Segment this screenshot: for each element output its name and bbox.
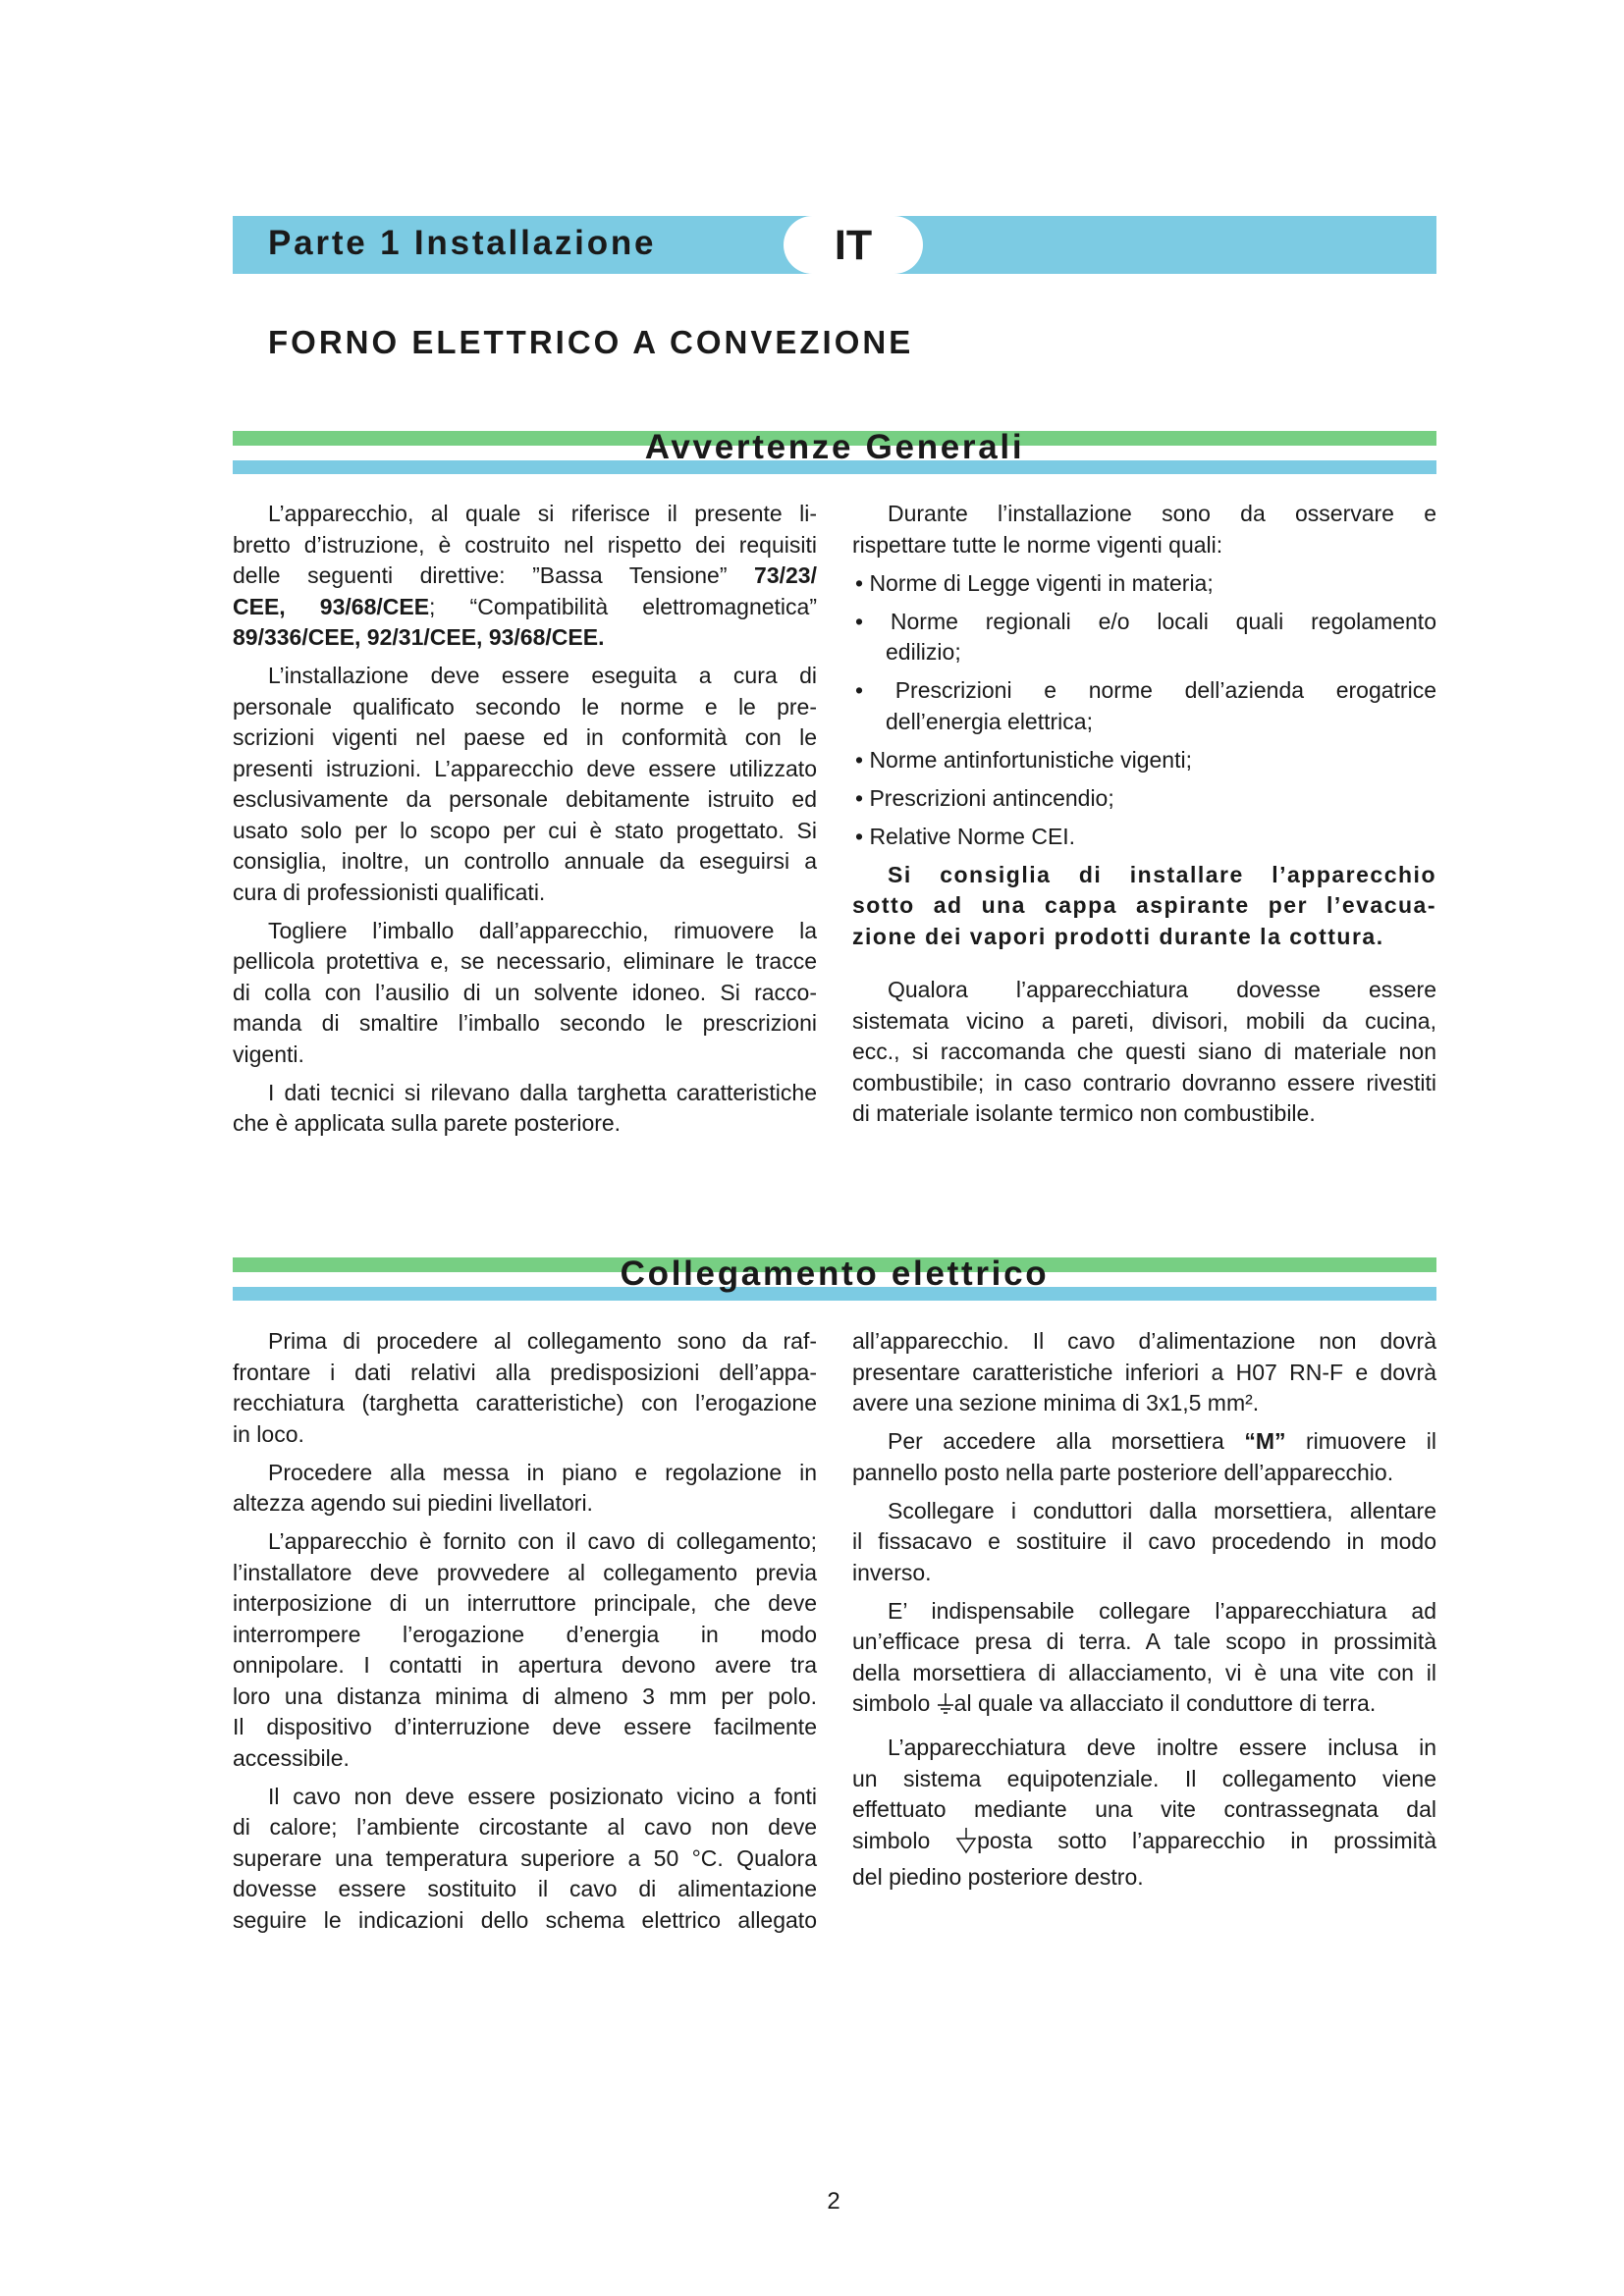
text-segment: che è applicata sulla parete posteriore. xyxy=(233,1110,622,1136)
paragraph xyxy=(233,499,817,654)
text-segment: un’efficace presa di terra. A tale scopo in prossimità xyxy=(852,1629,1436,1654)
text-line xyxy=(852,1764,1436,1795)
text-segment: L’apparecchio è fornito con il cavo di collegamento; xyxy=(268,1528,817,1554)
text-segment: sotto ad una cappa aspirante per l’evacua- xyxy=(852,892,1436,918)
text-segment: seguire le indicazioni dello schema elettrico allegato xyxy=(233,1906,817,1933)
text-line xyxy=(233,916,817,947)
text-segment: altezza agendo sui piedini livellatori. xyxy=(233,1490,593,1516)
document-title: FORNO ELETTRICO A CONVEZIONE xyxy=(268,324,914,360)
text-segment: presenti istruzioni. L’apparecchio deve essere utilizzato xyxy=(233,755,817,781)
text-line xyxy=(233,1743,817,1775)
text-segment: della morsettiera di allacciamento, vi è una vite con il xyxy=(852,1659,1436,1685)
text-segment: in loco. xyxy=(233,1420,304,1447)
text-line xyxy=(233,1488,817,1520)
text-segment: Prima di procedere al collegamento sono da raf- xyxy=(268,1328,817,1354)
text-line xyxy=(852,530,1436,561)
bullet-item xyxy=(852,607,1436,668)
text-line xyxy=(233,816,817,847)
page-number: 2 xyxy=(827,2188,840,2215)
text-line xyxy=(233,1419,817,1451)
text-segment: rimuovere il xyxy=(1285,1428,1436,1454)
text-segment: I dati tecnici si rilevano dalla targhetta caratteristiche xyxy=(268,1079,817,1105)
text-line xyxy=(233,1078,817,1109)
text-line xyxy=(233,1874,817,1905)
bold-text: 89/336/CEE, 92/31/CEE, 93/68/CEE. xyxy=(233,624,605,650)
text-segment: del piedino posteriore destro. xyxy=(852,1864,1144,1890)
equipotential-icon xyxy=(955,1827,977,1863)
text-segment: inverso. xyxy=(852,1559,932,1585)
text-line xyxy=(233,692,817,723)
text-line xyxy=(233,1388,817,1419)
text-line xyxy=(233,1108,817,1140)
text-line xyxy=(852,1068,1436,1099)
bold-text: 73/23/ xyxy=(754,562,817,588)
section-2-right-column xyxy=(852,1326,1436,1894)
text-segment: interrompere l’erogazione d’energia in modo xyxy=(233,1621,817,1647)
text-segment: combustibile; in caso contrario dovranno essere rivestiti xyxy=(852,1069,1436,1095)
paragraph xyxy=(852,1596,1436,1726)
text-line xyxy=(233,1682,817,1713)
text-line xyxy=(233,1526,817,1558)
bold-text: CEE, 93/68/CEE xyxy=(233,593,430,619)
bullet-item xyxy=(852,675,1436,737)
bullet-item xyxy=(852,783,1436,815)
text-line xyxy=(852,1688,1436,1726)
text-line xyxy=(233,1040,817,1071)
text-segment: al quale va allacciato il conduttore di terra. xyxy=(953,1690,1377,1716)
section-heading-band xyxy=(233,428,1436,476)
text-segment: Si consiglia di installare l’apparecchio xyxy=(888,861,1436,887)
text-line xyxy=(852,499,1436,530)
text-segment: Durante l’installazione sono da osservare e xyxy=(888,501,1436,526)
text-line xyxy=(233,1812,817,1843)
paragraph xyxy=(852,1326,1436,1419)
text-segment: rispettare tutte le norme vigenti quali: xyxy=(852,531,1223,558)
text-segment: personale qualificato secondo le norme e le pre- xyxy=(233,693,817,720)
text-line xyxy=(233,1358,817,1389)
text-segment: edilizio; xyxy=(886,639,961,665)
text-segment: posta sotto l’apparecchio in prossimità xyxy=(977,1827,1436,1853)
text-segment: ; “Compatibilità elettromagnetica” xyxy=(429,593,817,619)
text-line xyxy=(233,784,817,816)
paragraph xyxy=(852,1733,1436,1894)
text-segment: simbolo xyxy=(852,1827,956,1853)
text-line xyxy=(852,1862,1436,1894)
text-segment: esclusivamente da personale debitamente istruito ed xyxy=(233,786,817,812)
paragraph xyxy=(233,661,817,908)
text-segment: manda di smaltire l’imballo secondo le prescrizioni xyxy=(233,1010,817,1036)
text-segment: Per accedere alla morsettiera xyxy=(888,1428,1245,1454)
paragraph xyxy=(233,1526,817,1774)
text-line xyxy=(852,1006,1436,1038)
text-line xyxy=(852,1558,1436,1589)
bold-text: “M” xyxy=(1244,1428,1286,1454)
paragraph xyxy=(233,1782,817,1937)
text-segment: Il dispositivo d’interruzione deve essere facilmente xyxy=(233,1714,817,1739)
section-heading-band xyxy=(233,1257,1436,1303)
text-segment: Procedere alla messa in piano e regolazione in xyxy=(268,1459,817,1485)
text-line xyxy=(233,1843,817,1875)
text-line xyxy=(852,1526,1436,1558)
text-segment: usato solo per lo scopo per cui è stato progettato. Si xyxy=(233,817,817,843)
text-line xyxy=(233,722,817,754)
text-line xyxy=(233,978,817,1009)
text-line xyxy=(233,499,817,530)
earth-ground-icon xyxy=(937,1691,954,1726)
part-header-bar xyxy=(233,216,1436,274)
language-tab: IT xyxy=(784,216,923,274)
text-line xyxy=(852,1388,1436,1419)
text-line xyxy=(852,1037,1436,1068)
text-segment: vigenti. xyxy=(233,1041,304,1067)
text-segment: pannello posto nella parte posteriore dell’apparecchio. xyxy=(852,1459,1394,1485)
text-line xyxy=(852,675,1436,707)
paragraph xyxy=(852,1496,1436,1589)
text-line xyxy=(233,561,817,592)
text-segment: scrizioni vigenti nel paese ed in conformità con le xyxy=(233,724,817,750)
text-segment: • Prescrizioni e norme dell’azienda erogatrice xyxy=(855,677,1436,703)
text-line xyxy=(852,1496,1436,1527)
text-segment: sistemata vicino a pareti, divisori, mobili da cucina, xyxy=(852,1007,1436,1034)
text-segment: bretto d’istruzione, è costruito nel rispetto dei requisiti xyxy=(233,531,817,558)
section-heading: Collegamento elettrico xyxy=(620,1255,1050,1293)
text-line xyxy=(852,1794,1436,1826)
text-segment: effettuato mediante una vite contrassegnata dal xyxy=(852,1796,1436,1822)
text-line xyxy=(233,846,817,878)
paragraph xyxy=(233,1458,817,1520)
text-segment: delle seguenti direttive: ”Bassa Tensione” xyxy=(233,562,755,588)
text-line xyxy=(852,975,1436,1006)
text-segment: recchiatura (targhetta caratteristiche) con l’erogazione xyxy=(233,1390,817,1415)
text-line xyxy=(233,661,817,692)
text-line xyxy=(233,1458,817,1489)
text-line xyxy=(852,1596,1436,1628)
paragraph xyxy=(852,499,1436,561)
text-segment: loro una distanza minima di almeno 3 mm per polo. xyxy=(233,1682,817,1709)
text-line xyxy=(233,1712,817,1743)
text-segment: cura di professionisti qualificati. xyxy=(233,879,546,905)
text-segment: Scollegare i conduttori dalla morsettiera, allentare xyxy=(888,1497,1436,1523)
text-line xyxy=(852,890,1436,922)
text-segment: onnipolare. I contatti in apertura devono avere tra xyxy=(233,1652,817,1678)
section-heading: Avvertenze Generali xyxy=(644,428,1025,466)
text-segment: L’apparecchio, al quale si riferisce il presente li- xyxy=(268,501,817,526)
text-segment: avere una sezione minima di 3x1,5 mm². xyxy=(852,1390,1260,1415)
text-line xyxy=(233,1620,817,1651)
text-line xyxy=(233,1650,817,1682)
text-segment: Qualora l’apparecchiatura dovesse essere xyxy=(888,977,1436,1002)
text-line xyxy=(233,878,817,909)
text-line xyxy=(852,637,1436,668)
text-segment: accessibile. xyxy=(233,1744,350,1771)
section-1-right-column xyxy=(852,499,1436,1130)
text-line xyxy=(233,1558,817,1589)
text-line xyxy=(233,622,817,654)
part-title: Parte 1 Installazione xyxy=(268,224,657,262)
text-segment: • Relative Norme CEI. xyxy=(855,823,1076,849)
text-segment: pellicola protettiva e, se necessario, eliminare le tracce xyxy=(233,948,817,974)
text-line xyxy=(233,592,817,623)
text-segment: zione dei vapori prodotti durante la cottura. xyxy=(852,923,1384,949)
text-line xyxy=(852,1733,1436,1764)
text-segment: • Norme antinfortunistiche vigenti; xyxy=(855,746,1192,773)
text-segment: di materiale isolante termico non combustibile. xyxy=(852,1100,1316,1126)
text-line xyxy=(852,745,1436,776)
text-line xyxy=(852,568,1436,600)
text-line xyxy=(233,530,817,561)
text-line xyxy=(852,1426,1436,1458)
paragraph xyxy=(233,916,817,1071)
text-line xyxy=(852,1826,1436,1863)
text-line xyxy=(852,822,1436,853)
section-2-left-column xyxy=(233,1326,817,1936)
note-paragraph xyxy=(852,860,1436,953)
text-segment: il fissacavo e sostituire il cavo procedendo in modo xyxy=(852,1528,1436,1554)
text-segment: Togliere l’imballo dall’apparecchio, rimuovere la xyxy=(268,917,817,943)
text-line xyxy=(233,1326,817,1358)
text-line xyxy=(233,946,817,978)
paragraph xyxy=(852,1426,1436,1488)
paragraph xyxy=(852,975,1436,1130)
text-line xyxy=(233,754,817,785)
text-line xyxy=(852,860,1436,891)
text-line xyxy=(852,607,1436,638)
text-line xyxy=(233,1782,817,1813)
paragraph xyxy=(233,1326,817,1450)
text-segment: Il cavo non deve essere posizionato vicino a fonti xyxy=(268,1783,817,1809)
text-line xyxy=(233,1905,817,1937)
text-line xyxy=(852,783,1436,815)
text-segment: L’installazione deve essere eseguita a cura di xyxy=(268,663,817,688)
text-segment: di colla con l’ausilio di un solvente idoneo. Si racco- xyxy=(233,979,817,1005)
bullet-item xyxy=(852,822,1436,853)
text-line xyxy=(852,1326,1436,1358)
text-segment: L’apparecchiatura deve inoltre essere inclusa in xyxy=(888,1735,1436,1760)
text-segment: • Prescrizioni antincendio; xyxy=(855,784,1114,811)
section-1-left-column xyxy=(233,499,817,1140)
paragraph xyxy=(233,1078,817,1140)
text-line xyxy=(852,1627,1436,1658)
text-segment: • Norme regionali e/o locali quali regolamento xyxy=(855,608,1436,634)
text-segment: un sistema equipotenziale. Il collegamento viene xyxy=(852,1765,1436,1791)
text-segment: ecc., si raccomanda che questi siano di materiale non xyxy=(852,1039,1436,1064)
text-segment: l’installatore deve provvedere al collegamento previa xyxy=(233,1559,817,1585)
text-line xyxy=(852,1458,1436,1489)
text-segment: • Norme di Legge vigenti in materia; xyxy=(855,569,1214,596)
bullet-item xyxy=(852,568,1436,600)
text-line xyxy=(852,1098,1436,1130)
text-segment: dell’energia elettrica; xyxy=(886,708,1093,734)
text-segment: superare una temperatura superiore a 50 °C. Qualora xyxy=(233,1844,817,1871)
text-line xyxy=(852,1658,1436,1689)
text-segment: interposizione di un interruttore principale, che deve xyxy=(233,1590,817,1616)
text-segment: consiglia, inoltre, un controllo annuale da eseguirsi a xyxy=(233,848,817,874)
text-line xyxy=(852,1358,1436,1389)
text-segment: presentare caratteristiche inferiori a H07 RN-F e dovrà xyxy=(852,1359,1436,1385)
text-segment: simbolo xyxy=(852,1690,937,1716)
text-line xyxy=(852,922,1436,953)
text-line xyxy=(852,707,1436,738)
text-segment: dovesse essere sostituito il cavo di alimentazione xyxy=(233,1876,817,1901)
text-line xyxy=(233,1588,817,1620)
text-segment: E’ indispensabile collegare l’apparecchiatura ad xyxy=(888,1597,1436,1624)
text-line xyxy=(233,1008,817,1040)
text-segment: di calore; l’ambiente circostante al cavo non deve xyxy=(233,1814,817,1840)
text-segment: all’apparecchio. Il cavo d’alimentazione non dovrà xyxy=(852,1328,1436,1354)
bullet-item xyxy=(852,745,1436,776)
text-segment: frontare i dati relativi alla predisposizioni dell’appa- xyxy=(233,1359,817,1385)
